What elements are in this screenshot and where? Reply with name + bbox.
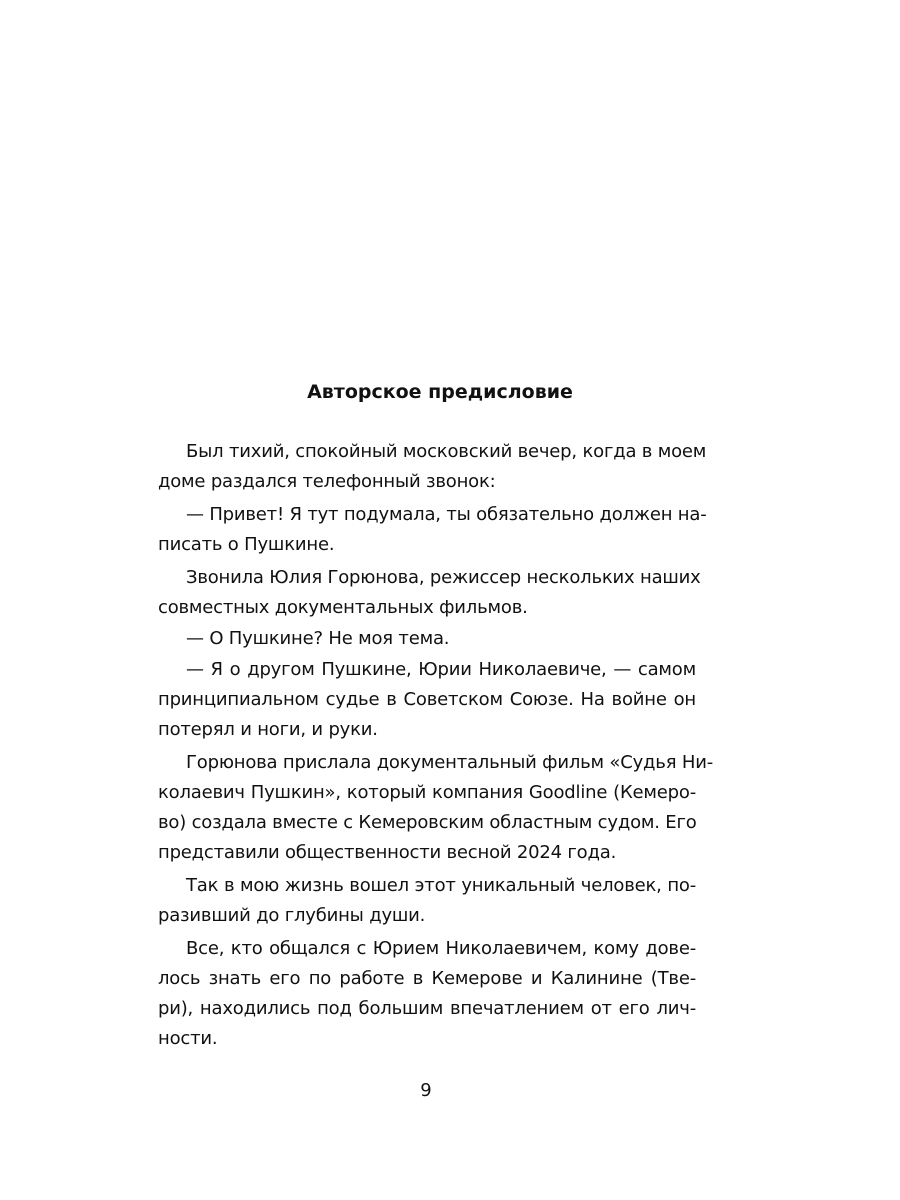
text-line: — О Пушкине? Не моя тема.	[186, 628, 450, 649]
text-line: принципиальном судье в Советском Союзе. На войне он	[158, 689, 696, 710]
page-number: 9	[420, 1080, 432, 1101]
text-line: — Привет! Я тут подумала, ты обязательно должен на-	[186, 504, 707, 525]
text-line: Звонила Юлия Горюнова, режиссер нескольких наших	[186, 567, 701, 588]
text-line: Был тихий, спокойный московский вечер, когда в моем	[186, 441, 707, 462]
text-line: потерял и ноги, и руки.	[158, 719, 378, 740]
text-line: совместных документальных фильмов.	[158, 597, 528, 618]
text-line: лось знать его по работе в Кемерове и Калинине (Тве-	[158, 968, 696, 989]
text-line: доме раздался телефонный звонок:	[158, 471, 496, 492]
chapter-heading: Авторское предисловие	[307, 381, 573, 403]
text-line: представили общественности весной 2024 года.	[158, 842, 617, 863]
text-line: — Я о другом Пушкине, Юрии Николаевиче, — самом	[186, 659, 696, 680]
text-line: писать о Пушкине.	[158, 534, 335, 555]
text-line: Горюнова прислала документальный фильм «Судья Ни-	[186, 752, 713, 773]
text-line: во) создала вместе с Кемеровским областным судом. Его	[158, 812, 697, 833]
text-line: разивший до глубины души.	[158, 905, 426, 926]
text-line: Все, кто общался с Юрием Николаевичем, кому дове-	[186, 938, 696, 959]
text-line: ности.	[158, 1028, 218, 1049]
text-line: колаевич Пушкин», который компания Goodline (Кемеро-	[158, 782, 696, 803]
text-line: ри), находились под большим впечатлением от его лич-	[158, 998, 696, 1019]
text-line: Так в мою жизнь вошел этот уникальный человек, по-	[186, 875, 696, 896]
